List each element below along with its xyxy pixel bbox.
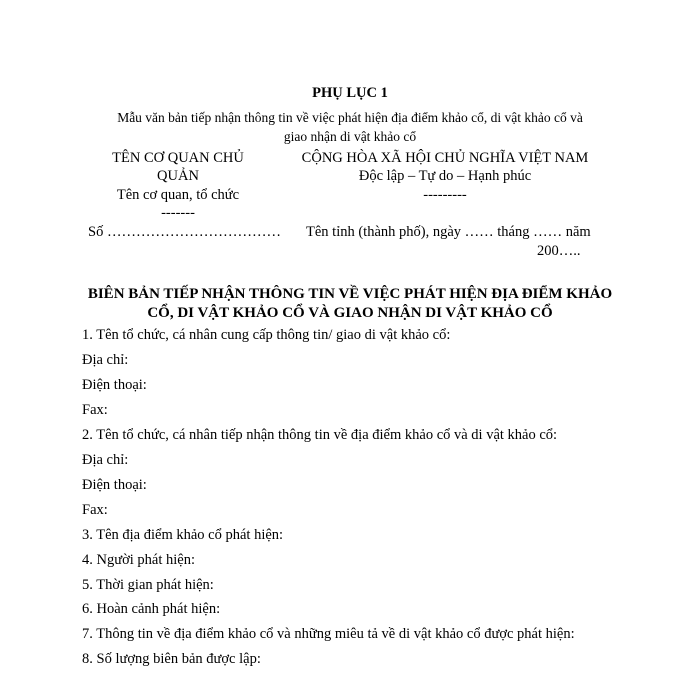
document-subtitle bbox=[80, 108, 620, 146]
date-line-2: 200….. bbox=[537, 243, 581, 259]
field-provider-name: 1. Tên tổ chức, cá nhân cung cấp thông tin/ giao di vật khảo cổ: bbox=[82, 327, 451, 343]
left-separator: ------- bbox=[161, 205, 195, 221]
field-site-name: 3. Tên địa điểm khảo cổ phát hiện: bbox=[82, 527, 284, 543]
field-site-information: 7. Thông tin về địa điểm khảo cổ và những miêu tả về di vật khảo cổ được phát hiện: bbox=[82, 626, 575, 642]
national-motto: Độc lập – Tự do – Hạnh phúc bbox=[358, 168, 532, 184]
field-receiver-phone: Điện thoại: bbox=[82, 477, 147, 493]
field-provider-fax: Fax: bbox=[82, 402, 108, 418]
org-name-line-1: TÊN CƠ QUAN CHỦ bbox=[112, 150, 244, 166]
org-name-line-2: QUẢN bbox=[157, 168, 199, 184]
field-receiver-fax: Fax: bbox=[82, 502, 108, 518]
field-provider-address: Địa chỉ: bbox=[82, 352, 129, 368]
form-title bbox=[60, 285, 640, 323]
form-title-line-1: BIÊN BẢN TIẾP NHẬN THÔNG TIN VỀ VIỆC PHÁT HIỆN ĐỊA ĐIỂM KHẢO bbox=[87, 286, 613, 302]
field-discovery-time: 5. Thời gian phát hiện: bbox=[82, 577, 214, 593]
nation-title: CỘNG HÒA XÃ HỘI CHỦ NGHĨA VIỆT NAM bbox=[301, 150, 589, 166]
appendix-title: PHỤ LỤC 1 bbox=[312, 85, 388, 101]
subtitle-line-2: giao nhận di vật khảo cổ bbox=[283, 129, 417, 144]
document-number: Số ……………………………… bbox=[88, 224, 281, 240]
field-receiver-address: Địa chỉ: bbox=[82, 452, 129, 468]
field-record-count: 8. Số lượng biên bản được lập: bbox=[82, 651, 261, 667]
date-line-1: Tên tỉnh (thành phố), ngày …… tháng …… năm bbox=[306, 224, 591, 240]
field-provider-phone: Điện thoại: bbox=[82, 377, 147, 393]
org-name: Tên cơ quan, tổ chức bbox=[116, 187, 240, 203]
form-title-line-2: CỔ, DI VẬT KHẢO CỔ VÀ GIAO NHẬN DI VẬT KHẢO CỔ bbox=[147, 305, 553, 321]
field-receiver-name: 2. Tên tổ chức, cá nhân tiếp nhận thông tin về địa điểm khảo cổ và di vật khảo cổ: bbox=[82, 427, 558, 443]
subtitle-line-1: Mẫu văn bản tiếp nhận thông tin về việc phát hiện địa điểm khảo cổ, di vật khảo cổ và bbox=[117, 110, 583, 125]
field-discoverer: 4. Người phát hiện: bbox=[82, 552, 195, 568]
field-discovery-circumstances: 6. Hoàn cảnh phát hiện: bbox=[82, 601, 221, 617]
right-separator: --------- bbox=[423, 187, 467, 203]
